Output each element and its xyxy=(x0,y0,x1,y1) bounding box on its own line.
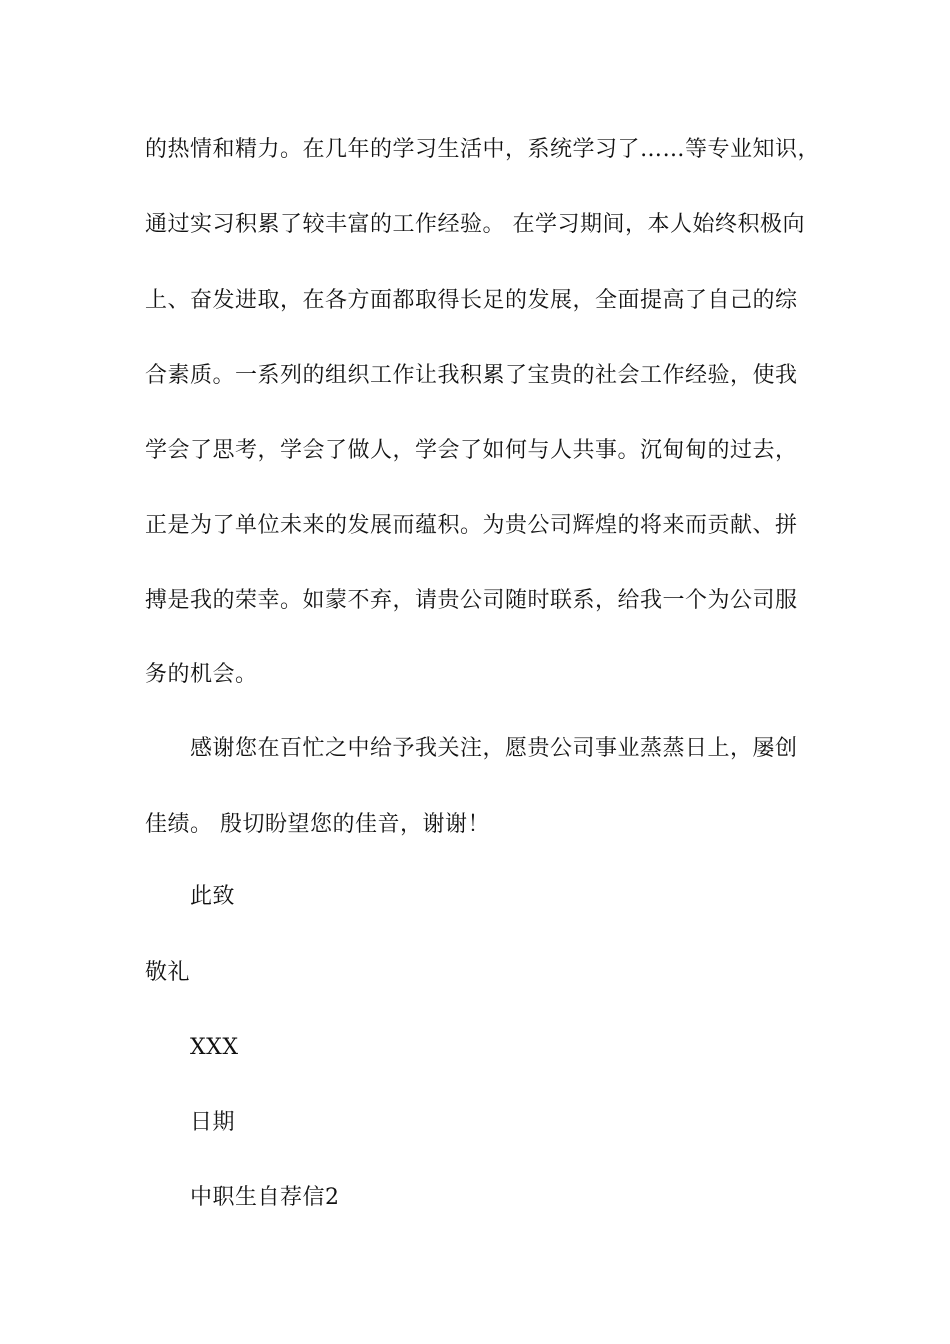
signature-date: 日期 xyxy=(190,1110,236,1135)
signature-name: XXX xyxy=(190,1035,239,1060)
salutation-cizhi: 此致 xyxy=(190,884,236,909)
next-section-title: 中职生自荐信2 xyxy=(190,1185,340,1210)
body-line-7: 搏是我的荣幸。如蒙不弃，请贵公司随时联系，给我一个为公司服 xyxy=(145,588,798,613)
body-line-1: 的热情和精力。在几年的学习生活中，系统学习了……等专业知识， xyxy=(145,137,821,162)
body-line-3: 上、奋发进取，在各方面都取得长足的发展，全面提高了自己的综 xyxy=(145,288,798,313)
body-line-6: 正是为了单位未来的发展而蕴积。为贵公司辉煌的将来而贡献、拼 xyxy=(145,513,798,538)
body-line-5: 学会了思考，学会了做人，学会了如何与人共事。沉甸甸的过去， xyxy=(145,438,798,463)
body-line-2: 通过实习积累了较丰富的工作经验。 在学习期间，本人始终积极向 xyxy=(145,212,805,237)
body-line-8: 务的机会。 xyxy=(145,662,258,687)
closing-paragraph-line-1: 感谢您在百忙之中给予我关注，愿贵公司事业蒸蒸日上，屡创 xyxy=(190,736,798,761)
salutation-jingli: 敬礼 xyxy=(145,960,191,985)
body-line-4: 合素质。一系列的组织工作让我积累了宝贵的社会工作经验，使我 xyxy=(145,363,798,388)
closing-paragraph-line-2: 佳绩。 殷切盼望您的佳音，谢谢！ xyxy=(145,812,490,837)
